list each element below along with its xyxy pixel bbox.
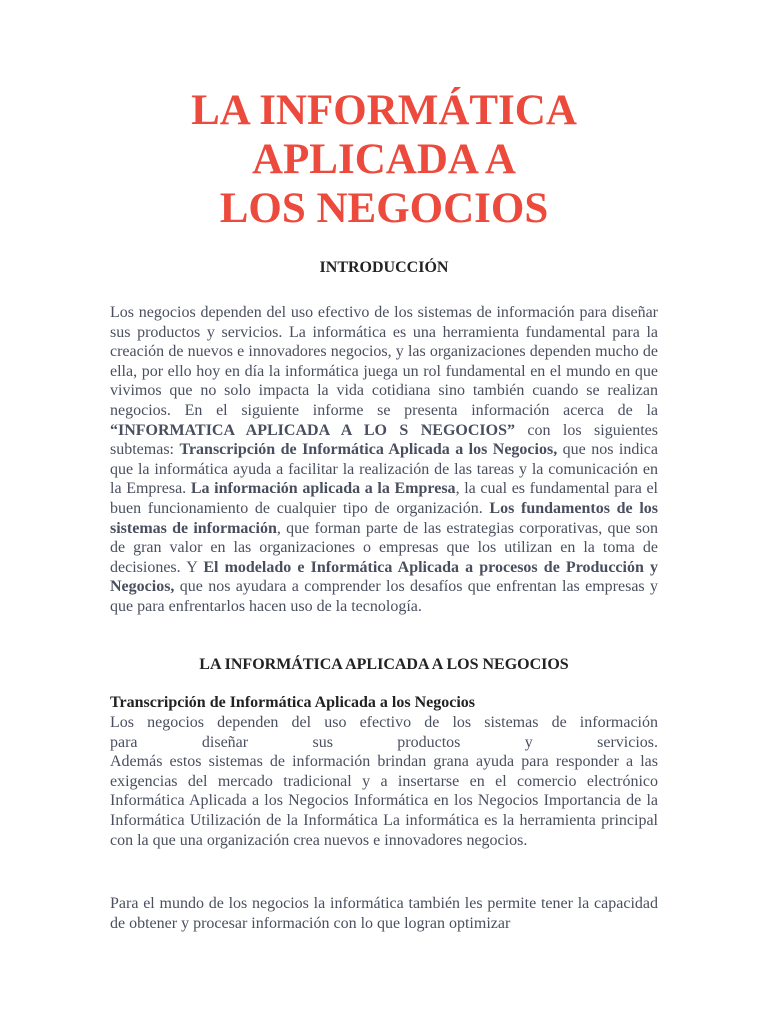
- intro-paragraph: [110, 303, 658, 617]
- title-line-1: LA INFORMÁTICA: [191, 87, 577, 134]
- title-line-3: LOS NEGOCIOS: [219, 185, 549, 232]
- intro-text-2: con los siguientes subtemas:: [110, 421, 659, 459]
- intro-bold-1: “INFORMATICA APLICADA A LO S NEGOCIOS”: [110, 421, 515, 439]
- intro-bold-4: Los fundamentos de los sistemas de información: [110, 499, 658, 537]
- intro-text-4: , la cual es fundamental para el buen funcionamiento de cualquier tipo de organización.: [110, 480, 659, 517]
- document-title: [0, 86, 768, 233]
- intro-bold-5: El modelado e Informática Aplicada a procesos de Producción y Negocios,: [110, 558, 659, 596]
- intro-text-1: Los negocios dependen del uso efectivo de los sistemas de información para diseñar sus productos y servicios. La informática es una herramienta fundamental para la creación de nuevos e innovadores negocios, y las organizaciones dependen mucho de ella, por ello hoy en día la informática juega un rol fundamental en el mundo en que vivimos que no solo impacta la vida cotidiana sino también cuando se realizan negocios. En el siguiente informe se presenta información acerca de la: [110, 304, 658, 419]
- intro-text-5: , que forman parte de las estrategias corporativas, que son de gran valor en las organizaciones o empresas que los utilizan en la toma de decisiones. Y: [110, 519, 658, 576]
- intro-heading: INTRODUCCIÓN: [319, 259, 449, 276]
- intro-text-6: que nos ayudara a comprender los desafíos que enfrentan las empresas y que para enfrentarlos hacen uso de la tecnología.: [110, 578, 658, 615]
- section-paragraph-1: [110, 713, 658, 850]
- section-subheading: Transcripción de Informática Aplicada a los Negocios: [110, 694, 476, 711]
- intro-text-3: que nos indica que la informática ayuda a facilitar la realización de las tareas y la comunicación en la Empresa.: [110, 441, 659, 498]
- section-heading: LA INFORMÁTICA APLICADA A LOS NEGOCIOS: [199, 656, 569, 673]
- intro-bold-2: Transcripción de Informática Aplicada a los Negocios,: [179, 441, 558, 459]
- title-line-2: APLICADA A: [251, 136, 516, 183]
- intro-bold-3: La información aplicada a la Empresa: [190, 480, 456, 498]
- section-paragraph-2: Para el mundo de los negocios la informática también les permite tener la capacidad de obtener y procesar información con lo que logran optimizar: [110, 895, 658, 932]
- paragraph-line-2: para diseñar sus productos y servicios.: [110, 733, 658, 751]
- paragraph-rest: Además estos sistemas de información brindan grana ayuda para responder a las exigencias del mercado tradicional y a insertarse en el comercio electrónico Informática Aplicada a los Negocios Informática en los Negocios Importancia de la Informática Utilización de la Informática La informática es la herramienta principal con la que una organización crea nuevos e innovadores negocios.: [110, 753, 658, 849]
- paragraph-line-1: Los negocios dependen del uso efectivo de los sistemas de información: [110, 714, 658, 731]
